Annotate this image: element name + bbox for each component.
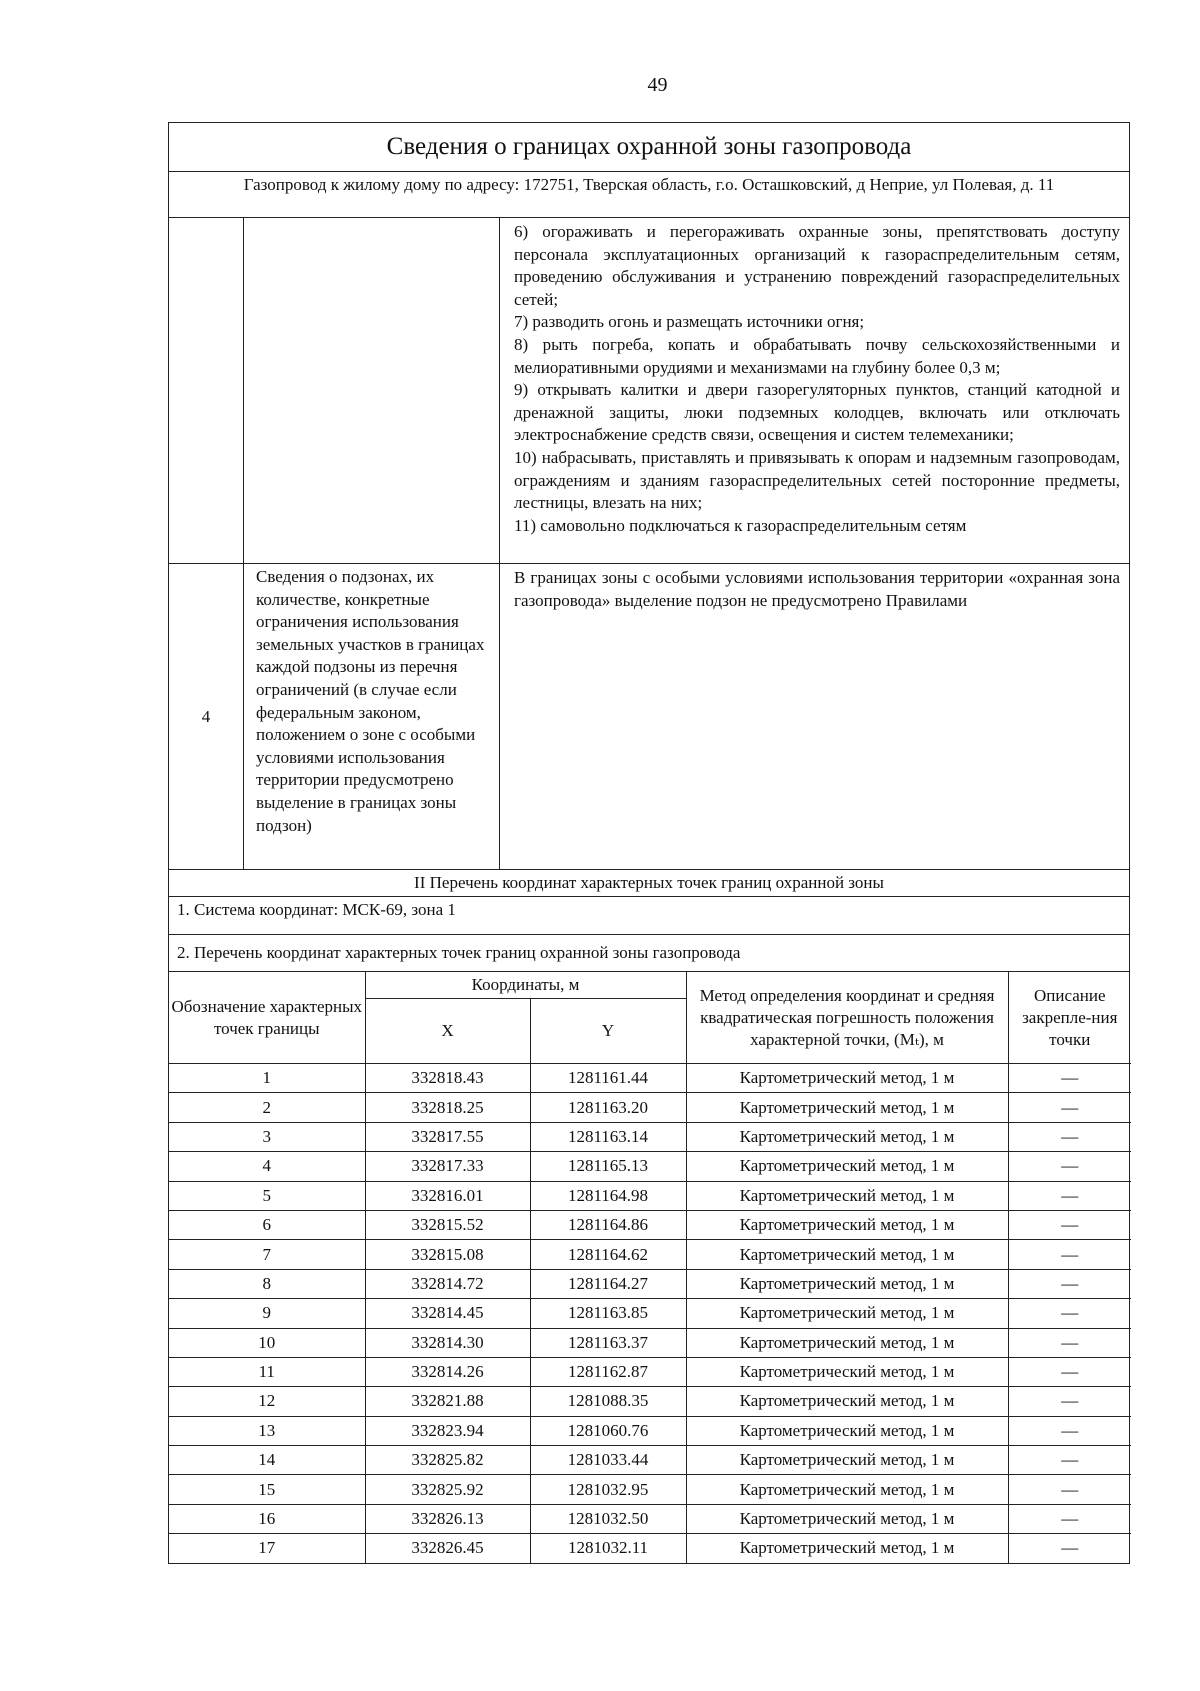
table-row bbox=[169, 1210, 1131, 1239]
cell-x: 332821.88 bbox=[365, 1387, 530, 1416]
coordinate-system: 1. Система координат: МСК-69, зона 1 bbox=[169, 897, 1129, 935]
table-row bbox=[169, 1504, 1131, 1533]
cell-method: Картометрический метод, 1 м bbox=[686, 1122, 1008, 1151]
cell-description: — bbox=[1008, 1210, 1131, 1239]
cell-y: 1281161.44 bbox=[530, 1064, 686, 1093]
table-row bbox=[169, 1357, 1131, 1386]
table-row bbox=[169, 1269, 1131, 1298]
cell-y: 1281033.44 bbox=[530, 1446, 686, 1475]
cell-x: 332818.43 bbox=[365, 1064, 530, 1093]
cell-x: 332825.82 bbox=[365, 1446, 530, 1475]
cell-x: 332814.72 bbox=[365, 1269, 530, 1298]
cell-method: Картометрический метод, 1 м bbox=[686, 1299, 1008, 1328]
cell-x: 332814.45 bbox=[365, 1299, 530, 1328]
cell-point: 14 bbox=[169, 1446, 365, 1475]
table-row bbox=[169, 1093, 1131, 1122]
cell-y: 1281164.98 bbox=[530, 1181, 686, 1210]
cell-x: 332825.92 bbox=[365, 1475, 530, 1504]
cell-y: 1281088.35 bbox=[530, 1387, 686, 1416]
cell-method: Картометрический метод, 1 м bbox=[686, 1357, 1008, 1386]
cell-description: — bbox=[1008, 1240, 1131, 1269]
cell-description: — bbox=[1008, 1328, 1131, 1357]
cell-y: 1281163.37 bbox=[530, 1328, 686, 1357]
page-number: 49 bbox=[647, 74, 668, 96]
cell-description: — bbox=[1008, 1152, 1131, 1181]
restrictions-row bbox=[169, 218, 1129, 564]
cell-point: 12 bbox=[169, 1387, 365, 1416]
table-row bbox=[169, 1328, 1131, 1357]
cell-y: 1281032.50 bbox=[530, 1504, 686, 1533]
cell-method: Картометрический метод, 1 м bbox=[686, 1210, 1008, 1239]
table-row bbox=[169, 1387, 1131, 1416]
cell-y: 1281060.76 bbox=[530, 1416, 686, 1445]
cell-point: 17 bbox=[169, 1534, 365, 1563]
cell-description: — bbox=[1008, 1064, 1131, 1093]
cell-y: 1281032.11 bbox=[530, 1534, 686, 1563]
subzones-row-text: В границах зоны с особыми условиями использования территории «охранная зона газопровода» выделение подзон не предусмотрено Правилами bbox=[514, 568, 1120, 610]
table-row bbox=[169, 1152, 1131, 1181]
cell-point: 15 bbox=[169, 1475, 365, 1504]
cell-x: 332818.25 bbox=[365, 1093, 530, 1122]
cell-y: 1281164.27 bbox=[530, 1269, 686, 1298]
cell-description: — bbox=[1008, 1534, 1131, 1563]
cell-description: — bbox=[1008, 1181, 1131, 1210]
cell-x: 332815.08 bbox=[365, 1240, 530, 1269]
cell-x: 332826.13 bbox=[365, 1504, 530, 1533]
restrictions-list bbox=[500, 218, 1129, 563]
cell-point: 8 bbox=[169, 1269, 365, 1298]
cell-y: 1281163.20 bbox=[530, 1093, 686, 1122]
cell-x: 332814.30 bbox=[365, 1328, 530, 1357]
cell-method: Картометрический метод, 1 м bbox=[686, 1446, 1008, 1475]
cell-description: — bbox=[1008, 1299, 1131, 1328]
table-row bbox=[169, 1299, 1131, 1328]
cell-point: 3 bbox=[169, 1122, 365, 1151]
cell-y: 1281165.13 bbox=[530, 1152, 686, 1181]
table-row bbox=[169, 1446, 1131, 1475]
table-row bbox=[169, 1534, 1131, 1563]
cell-point: 10 bbox=[169, 1328, 365, 1357]
cell-method: Картометрический метод, 1 м bbox=[686, 1387, 1008, 1416]
cell-description: — bbox=[1008, 1475, 1131, 1504]
subzones-row bbox=[169, 564, 1129, 870]
list-title: 2. Перечень координат характерных точек границ охранной зоны газопровода bbox=[169, 935, 1129, 972]
header-description: Описание закрепле-ния точки bbox=[1008, 972, 1131, 1064]
cell-description: — bbox=[1008, 1416, 1131, 1445]
table-row bbox=[169, 1475, 1131, 1504]
cell-description: — bbox=[1008, 1387, 1131, 1416]
cell-x: 332815.52 bbox=[365, 1210, 530, 1239]
table-row bbox=[169, 1416, 1131, 1445]
cell-x: 332817.33 bbox=[365, 1152, 530, 1181]
cell-method: Картометрический метод, 1 м bbox=[686, 1269, 1008, 1298]
coordinates-table bbox=[169, 972, 1131, 1563]
cell-point: 16 bbox=[169, 1504, 365, 1533]
cell-method: Картометрический метод, 1 м bbox=[686, 1416, 1008, 1445]
cell-method: Картометрический метод, 1 м bbox=[686, 1093, 1008, 1122]
cell-point: 9 bbox=[169, 1299, 365, 1328]
subzones-row-label: Сведения о подзонах, их количестве, конкретные ограничения использования земельных участков в границах каждой подзоны из перечня ограничений (в случае если федеральным законом, положением о зоне с особыми условиями использования территории предусмотрено выделение в границах зоны подзон) bbox=[244, 564, 500, 869]
header-x: X bbox=[365, 999, 530, 1064]
restrictions-row-label bbox=[244, 218, 500, 563]
cell-point: 7 bbox=[169, 1240, 365, 1269]
cell-method: Картометрический метод, 1 м bbox=[686, 1504, 1008, 1533]
restrictions-row-number bbox=[169, 218, 244, 563]
header-coords: Координаты, м bbox=[365, 972, 686, 999]
cell-point: 6 bbox=[169, 1210, 365, 1239]
cell-description: — bbox=[1008, 1446, 1131, 1475]
cell-description: — bbox=[1008, 1269, 1131, 1298]
cell-point: 4 bbox=[169, 1152, 365, 1181]
cell-description: — bbox=[1008, 1093, 1131, 1122]
restriction-item: 6) огораживать и перегораживать охранные зоны, препятствовать доступу персонала эксплуатационных организаций к газораспределительным сетям, проведению обслуживания и устранению повреждений газораспределительных сетей; bbox=[514, 222, 1120, 309]
cell-method: Картометрический метод, 1 м bbox=[686, 1240, 1008, 1269]
restriction-item: 9) открывать калитки и двери газорегуляторных пунктов, станций катодной и дренажной защиты, люки подземных колодцев, включать или отключать электроснабжение средств связи, освещения и систем телемеханики; bbox=[514, 380, 1120, 445]
restriction-item: 8) рыть погреба, копать и обрабатывать почву сельскохозяйственными и мелиоративными орудиями и механизмами на глубину более 0,3 м; bbox=[514, 334, 1120, 377]
table-row bbox=[169, 1064, 1131, 1093]
cell-point: 13 bbox=[169, 1416, 365, 1445]
table-row bbox=[169, 1240, 1131, 1269]
cell-description: — bbox=[1008, 1357, 1131, 1386]
cell-y: 1281163.85 bbox=[530, 1299, 686, 1328]
coordinates-table-body bbox=[169, 1064, 1131, 1563]
table-row bbox=[169, 1122, 1131, 1151]
restriction-item: 10) набрасывать, приставлять и привязывать к опорам и надземным газопроводам, ограждениям и зданиям газораспределительных сетей посторонние предметы, лестницы, влезать на них; bbox=[514, 447, 1120, 513]
cell-method: Картометрический метод, 1 м bbox=[686, 1064, 1008, 1093]
cell-description: — bbox=[1008, 1504, 1131, 1533]
cell-y: 1281032.95 bbox=[530, 1475, 686, 1504]
document-title: Сведения о границах охранной зоны газопровода bbox=[169, 123, 1129, 172]
cell-point: 1 bbox=[169, 1064, 365, 1093]
cell-method: Картометрический метод, 1 м bbox=[686, 1328, 1008, 1357]
table-row bbox=[169, 1181, 1131, 1210]
cell-x: 332816.01 bbox=[365, 1181, 530, 1210]
subzones-row-number: 4 bbox=[169, 564, 244, 869]
cell-method: Картометрический метод, 1 м bbox=[686, 1181, 1008, 1210]
cell-description: — bbox=[1008, 1122, 1131, 1151]
cell-y: 1281162.87 bbox=[530, 1357, 686, 1386]
cell-point: 5 bbox=[169, 1181, 365, 1210]
cell-x: 332817.55 bbox=[365, 1122, 530, 1151]
header-point: Обозначение характерных точек границы bbox=[169, 972, 365, 1064]
cell-point: 11 bbox=[169, 1357, 365, 1386]
restriction-item: 7) разводить огонь и размещать источники огня; bbox=[514, 312, 865, 332]
cell-method: Картометрический метод, 1 м bbox=[686, 1152, 1008, 1181]
restriction-item: 11) самовольно подключаться к газораспределительным сетям bbox=[514, 515, 967, 535]
section-title: II Перечень координат характерных точек границ охранной зоны bbox=[169, 870, 1129, 897]
cell-method: Картометрический метод, 1 м bbox=[686, 1534, 1008, 1563]
cell-y: 1281163.14 bbox=[530, 1122, 686, 1151]
cell-y: 1281164.62 bbox=[530, 1240, 686, 1269]
cell-x: 332823.94 bbox=[365, 1416, 530, 1445]
header-method: Метод определения координат и средняя квадратическая погрешность положения характерной точки, (Mₜ), м bbox=[686, 972, 1008, 1064]
cell-y: 1281164.86 bbox=[530, 1210, 686, 1239]
cell-method: Картометрический метод, 1 м bbox=[686, 1475, 1008, 1504]
cell-x: 332814.26 bbox=[365, 1357, 530, 1386]
cell-x: 332826.45 bbox=[365, 1534, 530, 1563]
document-subtitle: Газопровод к жилому дому по адресу: 172751, Тверская область, г.о. Осташковский, д Неприе, ул Полевая, д. 11 bbox=[169, 172, 1129, 218]
header-y: Y bbox=[530, 999, 686, 1064]
zone-document bbox=[168, 122, 1130, 1564]
cell-point: 2 bbox=[169, 1093, 365, 1122]
